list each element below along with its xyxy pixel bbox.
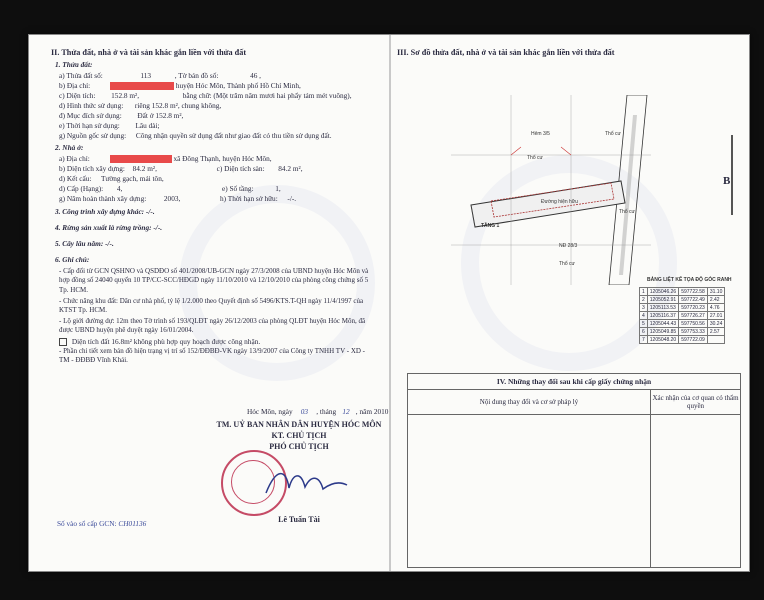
perennial-trees: 5. Cây lâu năm: -/-. — [55, 239, 114, 248]
land-field: g) Nguồn gốc sử dụng: Công nhận quyền sử dụng đất như giao đất có thu tiền sử dụng đất. — [59, 131, 332, 140]
table-row: 3 1205113.53 597720.23 4.76 — [640, 304, 725, 312]
note-item: - Chức năng khu đất: Dân cư nhà phố, tỷ lệ 1/2.000 theo Quyết định số 5496/KTS.T-QH ngày 11/4/1997 của KTST Tp. HCM. — [59, 297, 364, 315]
table-row: 2 1205052.91 597722.49 2.42 — [640, 296, 725, 304]
table-row: 5 1205044.43 597750.56 30.24 — [640, 320, 725, 328]
land-field: đ) Mục đích sử dụng: Đất ở 152.8 m², — [59, 111, 184, 120]
right-page — [391, 35, 749, 571]
note-item: - Phần chi tiết xem bản đồ hiện trạng vị trí số 152/ĐĐBĐ-VK ngày 13/9/2007 của Công ty TNHH TV - XD - TM - ĐĐBĐ Vĩnh Khải. — [59, 347, 366, 365]
signer-name: Lê Tuấn Tài — [278, 515, 320, 524]
signature — [261, 463, 351, 503]
land-plot-map — [451, 95, 651, 285]
org-line: PHÓ CHỦ TỊCH — [269, 442, 329, 451]
map-label: Hẻm 3/5 — [531, 131, 550, 137]
column-header: Xác nhận của cơ quan có thẩm quyền — [651, 390, 741, 415]
land-field: d) Hình thức sử dụng: riêng 152.8 m², chung không, — [59, 101, 222, 110]
house-field: d) Kết cấu: Tường gạch, mái tôn, — [59, 174, 164, 183]
forest: 4. Rừng sản xuất là rừng trồng: -/-. — [55, 223, 163, 232]
land-field: b) Địa chỉ: huyện Hóc Môn, Thành phố Hồ Chí Minh, — [59, 81, 301, 90]
map-label: NĐ 28/3 — [559, 243, 578, 249]
map-label: Thổ cư — [527, 155, 543, 161]
org-line: TM. UỶ BAN NHÂN DÂN HUYỆN HÓC MÔN — [216, 420, 382, 429]
house-field: b) Diện tích xây dựng: 84.2 m², c) Diện tích sàn: 84.2 m², — [59, 164, 303, 173]
note-item: - Cấp đổi từ GCN QSHNO và QSDĐO số 401/2008/UB-GCN ngày 27/3/2008 của UBND huyện Hóc Môn và hợp đồng số 24040 quyển 10 TP/CC-SCC/HĐGD ngày 11/10/2010 và 12/10/2010 của phòng công chứng số 5 Tp. HCM. — [59, 267, 369, 294]
section-title: III. Sơ đồ thửa đất, nhà ở và tài sản khác gắn liền với thửa đất — [397, 48, 615, 57]
cert-number: Số vào sổ cấp GCN: CH01136 — [57, 519, 147, 528]
notes-heading: 6. Ghi chú: — [55, 255, 90, 264]
land-field: c) Diện tích: 152.8 m², bằng chữ: (Một trăm năm mươi hai phẩy tám mét vuông), — [59, 91, 352, 100]
left-page — [29, 35, 389, 571]
map-label: Thổ cư — [605, 131, 621, 137]
redaction-block — [110, 155, 172, 163]
map-label: TẦNG 1 — [481, 223, 500, 229]
checkbox-icon — [59, 338, 67, 346]
table-row: 7 1205048.20 597722.09 — [640, 336, 725, 344]
coord-table — [639, 287, 725, 344]
map-label: Thổ cư — [559, 261, 575, 267]
north-label: B — [723, 175, 731, 187]
land-field: e) Thời hạn sử dụng: Lâu dài; — [59, 121, 160, 130]
table-row: 4 1205116.37 597726.27 27.01 — [640, 312, 725, 320]
house-field: d) Cấp (Hạng): 4, e) Số tầng: 1, — [59, 184, 281, 193]
map-label: Thổ cư — [619, 209, 635, 215]
coord-table-title: BẢNG LIỆT KÊ TỌA ĐỘ GÓC RANH — [647, 277, 732, 283]
note-item: Diện tích đất 16.8m² không phù hợp quy hoạch được công nhận. — [59, 337, 260, 347]
note-item: - Lộ giới đường dự: 12m theo Tờ trình số 193/QLĐT ngày 26/12/2003 của phòng QLĐT huyện Hóc Môn, đã được UBND huyện phê duyệt ngày 16/01/2004. — [59, 317, 366, 335]
house-heading: 2. Nhà ở: — [55, 143, 84, 152]
org-line: KT. CHỦ TỊCH — [271, 431, 327, 440]
changes-title: IV. Những thay đổi sau khi cấp giấy chứng nhận — [408, 374, 741, 390]
certificate-document — [28, 34, 750, 572]
issue-date: Hóc Môn, ngày 03 , tháng 12 , năm 2010 — [247, 407, 389, 416]
table-row: 6 1205049.85 597753.33 2.57 — [640, 328, 725, 336]
map-label: Đường hiện hữu — [541, 199, 578, 205]
house-field: a) Địa chỉ: xã Đông Thạnh, huyện Hóc Môn, — [59, 154, 272, 163]
other-structures: 3. Công trình xây dựng khác: -/-. — [55, 207, 155, 216]
column-header: Nội dung thay đổi và cơ sở pháp lý — [408, 390, 651, 415]
changes-table — [407, 373, 741, 568]
section-title: II. Thửa đất, nhà ở và tài sản khác gắn liền với thửa đất — [51, 48, 247, 57]
land-heading: 1. Thửa đất: — [55, 60, 93, 69]
land-field: a) Thửa đất số: 113 , Tờ bản đồ số: 46 , — [59, 71, 262, 80]
north-arrow-icon — [731, 135, 733, 215]
redaction-block — [110, 82, 174, 90]
house-field: g) Năm hoàn thành xây dựng: 2003, h) Thời hạn sở hữu: -/-. — [59, 194, 297, 203]
table-row: 1 1205046.26 597722.58 31.10 — [640, 288, 725, 296]
